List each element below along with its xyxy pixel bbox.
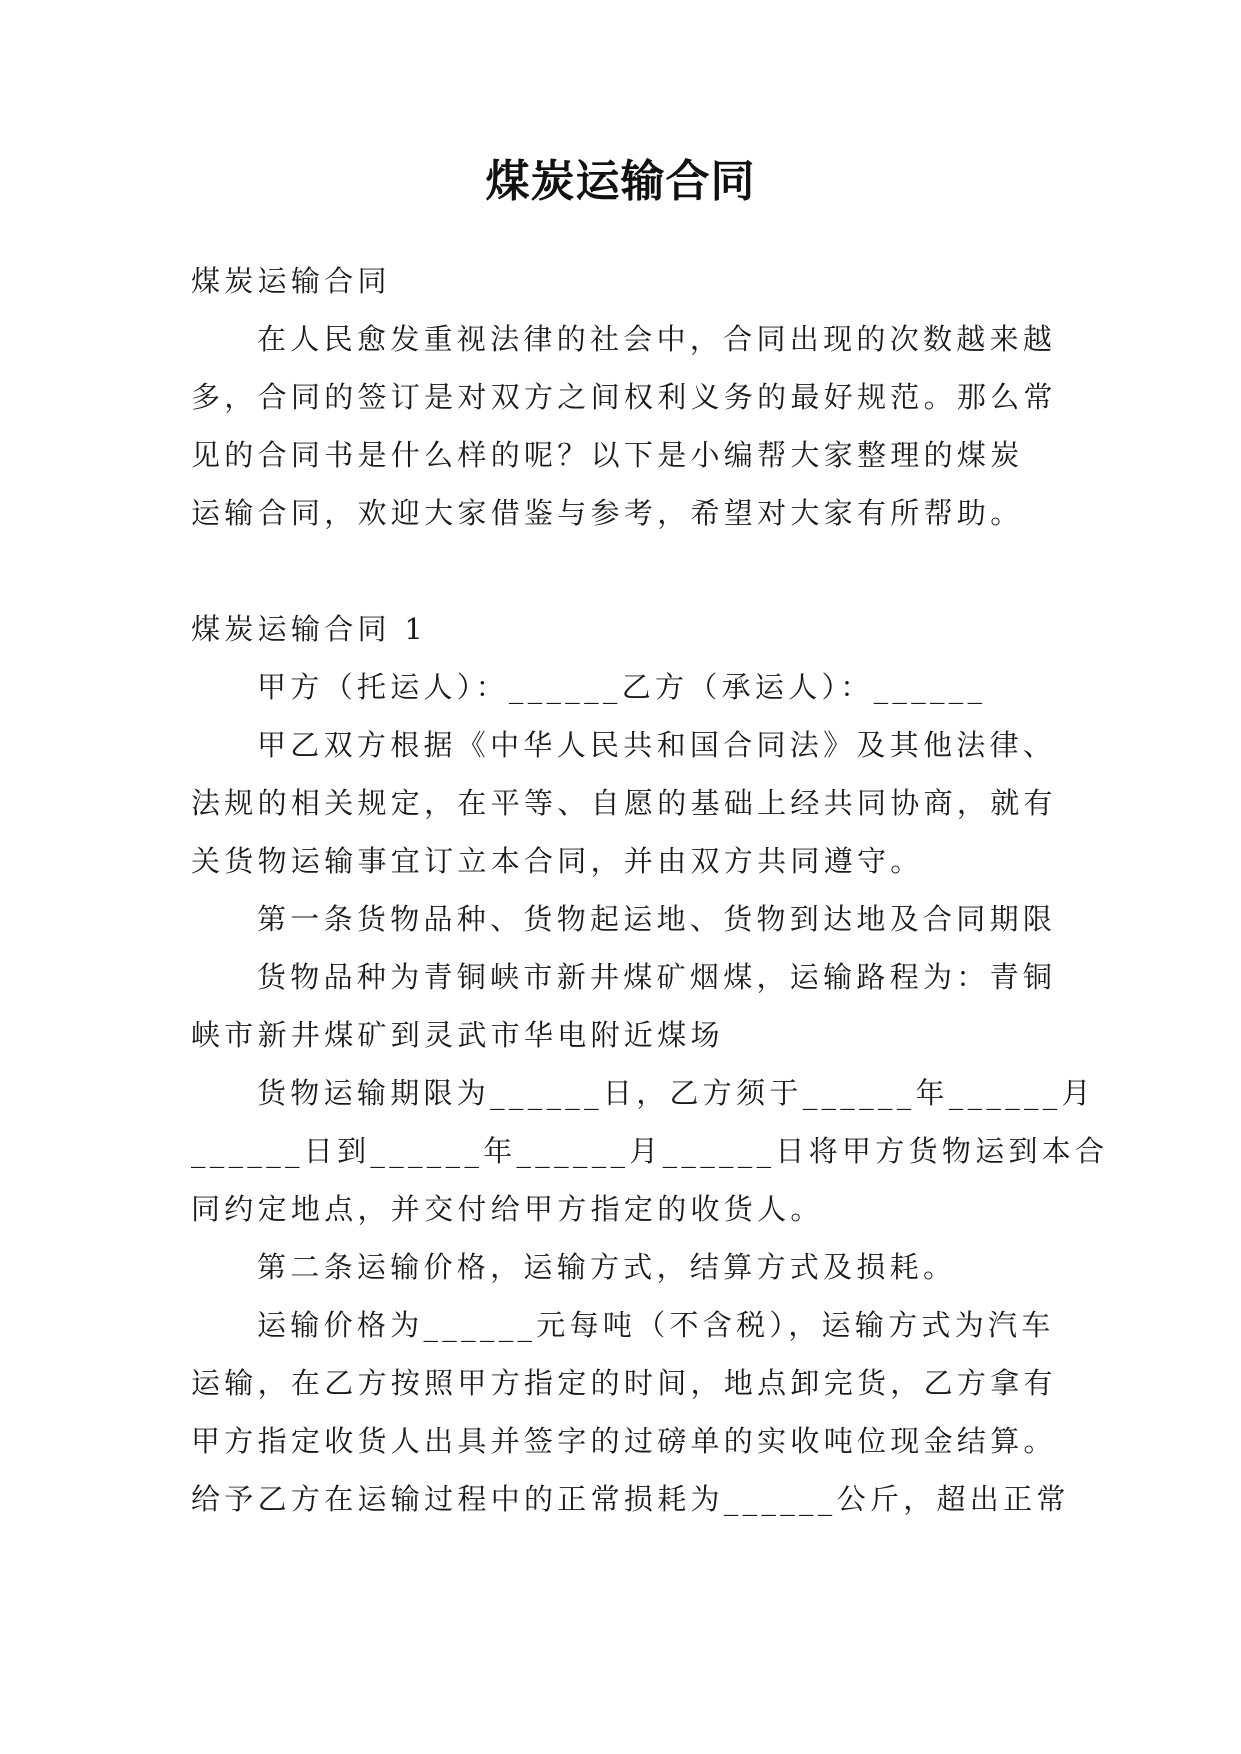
paragraph-line: 在人民愈发重视法律的社会中，合同出现的次数越来越 [257, 322, 1057, 356]
paragraph-line: 同约定地点，并交付给甲方指定的收货人。 [191, 1192, 824, 1226]
paragraph-line: ______日到______年______月______日将甲方货物运到本合 [191, 1134, 1109, 1168]
paragraph-line: 峡市新井煤矿到灵武市华电附近煤场 [191, 1018, 724, 1052]
paragraph-line: 见的合同书是什么样的呢？以下是小编帮大家整理的煤炭 [191, 438, 1024, 472]
paragraph-line: 甲乙双方根据《中华人民共和国合同法》及其他法律、 [257, 728, 1057, 762]
paragraph-line: 甲方指定收货人出具并签字的过磅单的实收吨位现金结算。 [191, 1424, 1057, 1458]
paragraph-line: 法规的相关规定，在平等、自愿的基础上经共同协商，就有 [191, 786, 1057, 820]
paragraph-line: 多，合同的签订是对双方之间权利义务的最好规范。那么常 [191, 380, 1057, 414]
blank-line [191, 542, 1061, 600]
article-heading-2: 第二条运输价格，运输方式，结算方式及损耗。 [257, 1250, 957, 1284]
paragraph-line: 货物运输期限为______日，乙方须于______年______月 [257, 1076, 1095, 1110]
paragraph-line: 运输价格为______元每吨（不含税），运输方式为汽车 [257, 1308, 1055, 1342]
paragraph-line: 运输合同，欢迎大家借鉴与参考，希望对大家有所帮助。 [191, 496, 1024, 530]
document-body [191, 252, 1109, 1528]
section-heading-contract-1: 煤炭运输合同 1 [191, 612, 428, 646]
paragraph-line: 货物品种为青铜峡市新井煤矿烟煤，运输路程为：青铜 [257, 960, 1057, 994]
document-title: 煤炭运输合同 [485, 156, 756, 207]
paragraph-line: 运输，在乙方按照甲方指定的时间，地点卸完货，乙方拿有 [191, 1366, 1057, 1400]
parties-line: 甲方（托运人）：______乙方（承运人）：______ [257, 670, 987, 704]
paragraph-line: 关货物运输事宜订立本合同，并由双方共同遵守。 [191, 844, 924, 878]
paragraph-line: 给予乙方在运输过程中的正常损耗为______公斤，超出正常 [191, 1482, 1070, 1516]
article-heading-1: 第一条货物品种、货物起运地、货物到达地及合同期限 [257, 902, 1057, 936]
section-heading-intro: 煤炭运输合同 [191, 264, 391, 298]
